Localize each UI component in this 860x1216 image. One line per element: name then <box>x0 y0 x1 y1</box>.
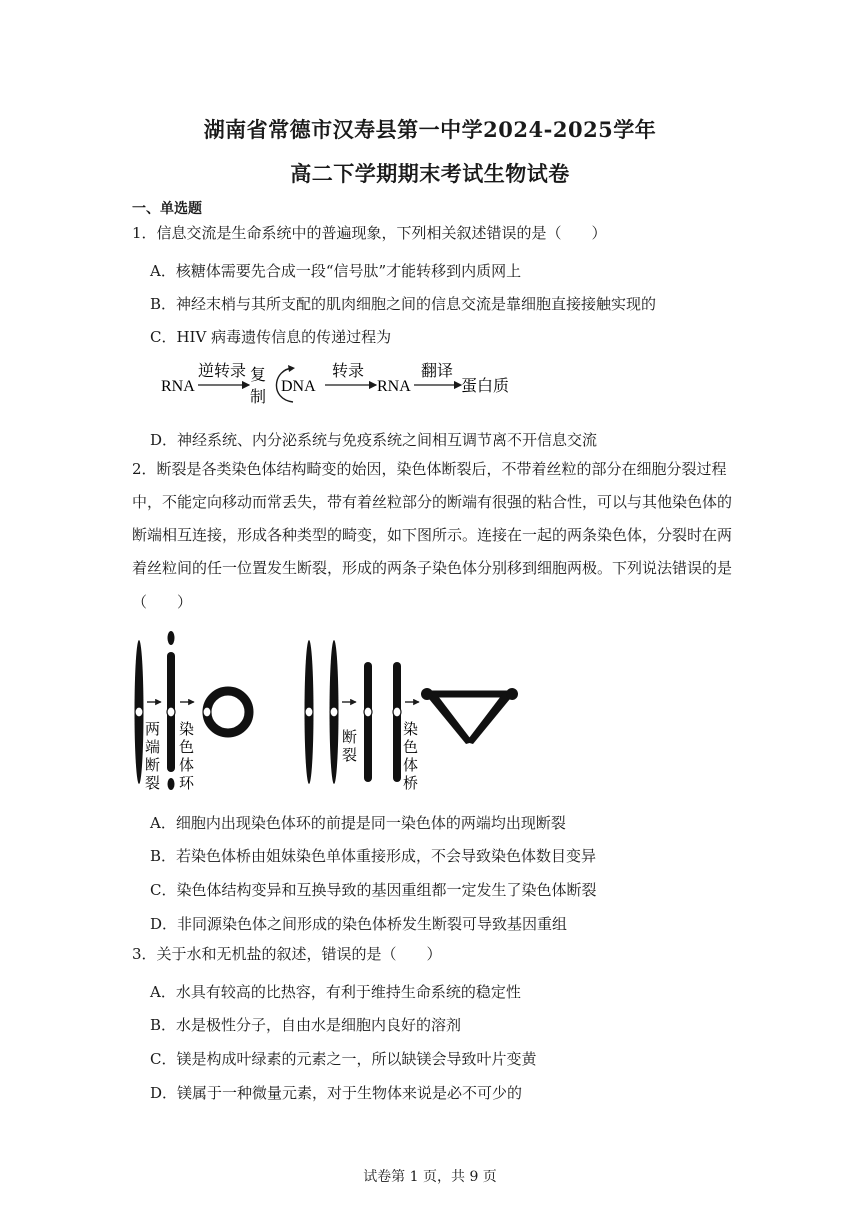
question-1-option-c: C．HIV 病毒遗传信息的传递过程为 <box>150 328 392 346</box>
question-3-stem: 3．关于水和无机盐的叙述，错误的是（ ） <box>132 945 442 963</box>
flow-rna-start: RNA <box>161 378 195 395</box>
page-title-line1: 湖南省常德市汉寿县第一中学2024-2025学年 <box>203 117 657 142</box>
chromosome-aberration-figure <box>125 630 525 795</box>
question-2-option-d: D．非同源染色体之间形成的染色体桥发生断裂可导致基因重组 <box>150 915 568 933</box>
label-bridge-char-3: 体 <box>403 756 419 774</box>
chromosome-bridge <box>421 688 518 744</box>
label-break-both-char-4: 裂 <box>145 774 161 792</box>
flow-reverse-transcription-label: 逆转录 <box>198 361 247 380</box>
label-bridge-char-2: 色 <box>403 738 419 756</box>
question-2-option-a: A．细胞内出现染色体环的前提是同一染色体的两端均出现断裂 <box>150 814 566 832</box>
flow-dna: DNA <box>281 378 316 395</box>
question-2-stem-line-2: 中，不能定向移动而常丢失，带有着丝粒部分的断端有很强的粘合性，可以与其他染色体的 <box>132 493 733 511</box>
flow-translation-label: 翻译 <box>421 361 454 380</box>
chromosome-broken-both-ends <box>167 631 175 790</box>
question-2-stem-line-3: 断端相互连接，形成各种类型的畸变，如下图所示。连接在一起的两条染色体，分裂时在两 <box>132 526 733 544</box>
question-2-stem-line-4: 着丝粒间的任一位置发生断裂，形成的两条子染色体分别移到细胞两极。下列说法错误的是 <box>132 559 733 577</box>
question-3-option-d: D．镁属于一种微量元素，对于生物体来说是必不可少的 <box>150 1084 523 1102</box>
question-2-option-c: C．染色体结构变异和互换导致的基因重组都一定发生了染色体断裂 <box>150 881 597 899</box>
question-1-stem: 1．信息交流是生命系统中的普遍现象，下列相关叙述错误的是（ ） <box>132 224 607 242</box>
label-break-both-char-1: 两 <box>145 720 161 738</box>
question-3-option-c: C．镁是构成叶绿素的元素之一，所以缺镁会导致叶片变黄 <box>150 1050 537 1068</box>
page-title-line2: 高二下学期期末考试生物试卷 <box>290 161 570 186</box>
flow-transcription-label: 转录 <box>332 361 365 380</box>
label-ring-char-4: 环 <box>179 774 195 792</box>
ring-chromosome <box>203 691 249 733</box>
label-break-char-2: 裂 <box>342 746 358 764</box>
flow-replicate-bottom: 制 <box>250 387 267 406</box>
flow-rna-end: RNA <box>377 378 411 395</box>
question-3-option-a: A．水具有较高的比热容，有利于维持生命系统的稳定性 <box>150 983 521 1001</box>
label-break-char-1: 断 <box>342 728 358 746</box>
question-2-stem-line-5: （ ） <box>132 593 193 611</box>
question-1-option-a: A．核糖体需要先合成一段“信号肽”才能转移到内质网上 <box>150 262 522 280</box>
label-break-both-char-2: 端 <box>145 738 161 756</box>
question-2-stem-line-1: 2．断裂是各类染色体结构畸变的始因，染色体断裂后，不带着丝粒的部分在细胞分裂过程 <box>132 460 727 478</box>
label-bridge-char-4: 桥 <box>403 774 419 792</box>
chromosome-pair-broken <box>364 662 401 782</box>
chromosome-intact-1 <box>135 640 144 784</box>
question-1-option-d: D．神经系统、内分泌系统与免疫系统之间相互调节离不开信息交流 <box>150 431 598 449</box>
label-bridge-char-1: 染 <box>403 720 419 738</box>
section-heading: 一、单选题 <box>132 201 202 217</box>
question-2-option-b: B．若染色体桥由姐妹染色单体重接形成，不会导致染色体数目变异 <box>150 847 597 865</box>
label-break-both-char-3: 断 <box>145 756 161 774</box>
question-1-option-b: B．神经末梢与其所支配的肌肉细胞之间的信息交流是靠细胞直接接触实现的 <box>150 295 657 313</box>
page-footer: 试卷第 1 页，共 9 页 <box>363 1169 497 1185</box>
label-ring-char-3: 体 <box>179 756 195 774</box>
label-ring-char-2: 色 <box>179 738 195 756</box>
question-3-option-b: B．水是极性分子，自由水是细胞内良好的溶剂 <box>150 1016 462 1034</box>
hiv-information-flow-diagram <box>155 355 535 410</box>
chromosome-pair-intact <box>305 640 339 784</box>
flow-replicate-top: 复 <box>250 365 267 384</box>
label-ring-char-1: 染 <box>179 720 195 738</box>
flow-protein: 蛋白质 <box>461 376 510 395</box>
